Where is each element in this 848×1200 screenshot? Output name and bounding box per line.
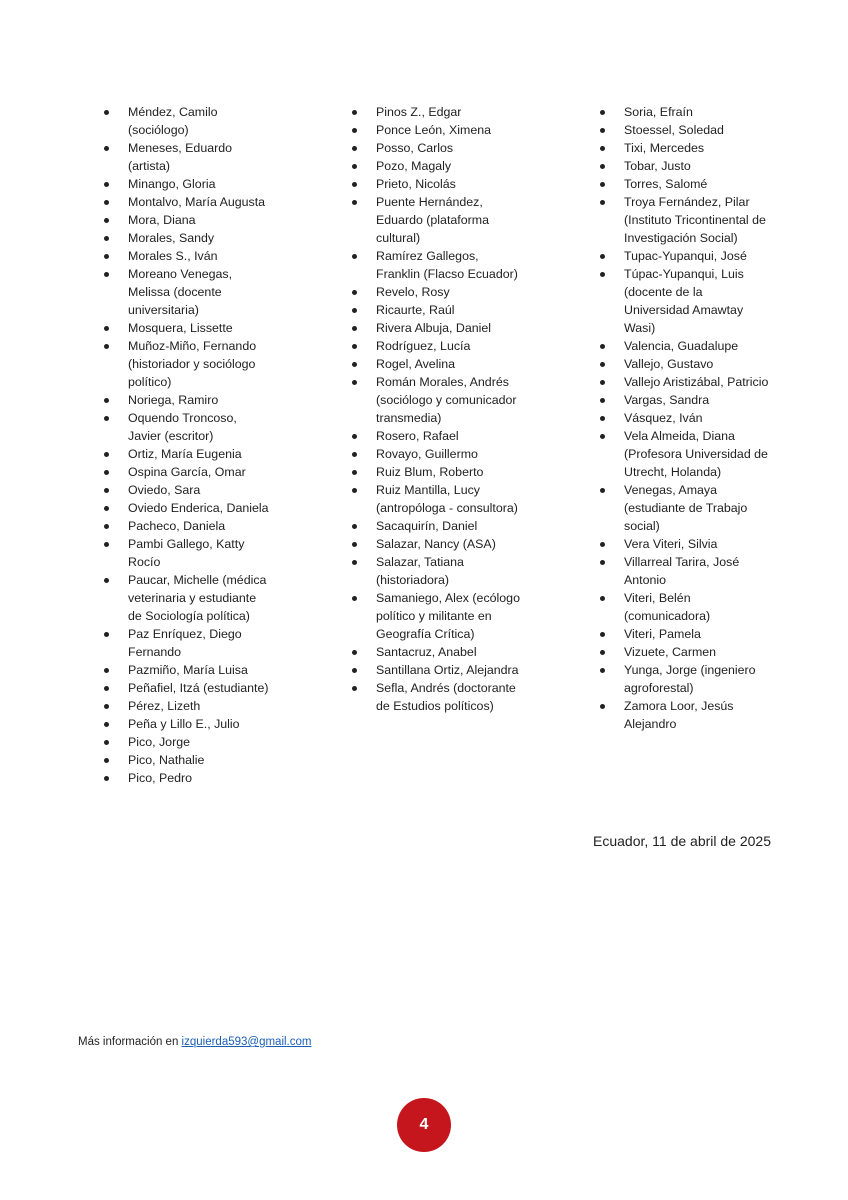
signatory-item: Tobar, Justo	[600, 157, 770, 175]
signatory-item: Vásquez, Iván	[600, 409, 770, 427]
signatory-item: Pico, Pedro	[104, 769, 269, 787]
signatory-item: Peña y Lillo E., Julio	[104, 715, 269, 733]
signatory-item: Oviedo Enderica, Daniela	[104, 499, 269, 517]
signatory-item: Vela Almeida, Diana (Profesora Universidad de Utrecht, Holanda)	[600, 427, 770, 481]
signatory-item: Valencia, Guadalupe	[600, 337, 770, 355]
signatory-item: Moreano Venegas, Melissa (docente universitaria)	[104, 265, 269, 319]
signatory-item: Pico, Nathalie	[104, 751, 269, 769]
signatory-item: Pacheco, Daniela	[104, 517, 269, 535]
signatory-item: Oquendo Troncoso, Javier (escritor)	[104, 409, 269, 445]
signatory-item: Román Morales, Andrés (sociólogo y comunicador transmedia)	[352, 373, 522, 427]
page-number-badge: 4	[397, 1098, 451, 1152]
signatory-item: Ospina García, Omar	[104, 463, 269, 481]
signatory-item: Torres, Salomé	[600, 175, 770, 193]
signatory-item: Pico, Jorge	[104, 733, 269, 751]
signatory-item: Revelo, Rosy	[352, 283, 522, 301]
signatory-item: Yunga, Jorge (ingeniero agroforestal)	[600, 661, 770, 697]
signatory-item: Salazar, Tatiana (historiadora)	[352, 553, 522, 589]
signatory-item: Venegas, Amaya (estudiante de Trabajo social)	[600, 481, 770, 535]
date-line: Ecuador, 11 de abril de 2025	[593, 833, 771, 849]
signatory-item: Vallejo Aristizábal, Patricio	[600, 373, 770, 391]
signatory-item: Rogel, Avelina	[352, 355, 522, 373]
signatory-item: Ruiz Mantilla, Lucy (antropóloga - consultora)	[352, 481, 522, 517]
signatory-item: Mosquera, Lissette	[104, 319, 269, 337]
signatory-item: Paz Enríquez, Diego Fernando	[104, 625, 269, 661]
signatory-item: Sefla, Andrés (doctorante de Estudios políticos)	[352, 679, 522, 715]
signatory-item: Minango, Gloria	[104, 175, 269, 193]
signatory-item: Pambi Gallego, Katty Rocío	[104, 535, 269, 571]
signatory-item: Vizuete, Carmen	[600, 643, 770, 661]
signatories-column-1	[104, 103, 269, 787]
signatory-item: Tixi, Mercedes	[600, 139, 770, 157]
signatory-item: Prieto, Nicolás	[352, 175, 522, 193]
footer-prefix: Más información en	[78, 1036, 182, 1048]
signatory-item: Vera Viteri, Silvia	[600, 535, 770, 553]
signatory-item: Rodríguez, Lucía	[352, 337, 522, 355]
signatory-item: Stoessel, Soledad	[600, 121, 770, 139]
signatory-item: Posso, Carlos	[352, 139, 522, 157]
signatory-item: Santillana Ortiz, Alejandra	[352, 661, 522, 679]
signatory-item: Pinos Z., Edgar	[352, 103, 522, 121]
signatory-item: Vargas, Sandra	[600, 391, 770, 409]
signatory-item: Ortiz, María Eugenia	[104, 445, 269, 463]
signatory-item: Zamora Loor, Jesús Alejandro	[600, 697, 770, 733]
signatory-item: Soria, Efraín	[600, 103, 770, 121]
signatory-item: Rovayo, Guillermo	[352, 445, 522, 463]
signatory-item: Santacruz, Anabel	[352, 643, 522, 661]
signatory-item: Samaniego, Alex (ecólogo político y militante en Geografía Crítica)	[352, 589, 522, 643]
signatory-item: Noriega, Ramiro	[104, 391, 269, 409]
signatory-item: Pozo, Magaly	[352, 157, 522, 175]
footer-info	[78, 1036, 311, 1048]
signatory-item: Troya Fernández, Pilar (Instituto Tricontinental de Investigación Social)	[600, 193, 770, 247]
signatory-item: Paucar, Michelle (médica veterinaria y estudiante de Sociología política)	[104, 571, 269, 625]
signatory-item: Ponce León, Ximena	[352, 121, 522, 139]
signatory-item: Viteri, Pamela	[600, 625, 770, 643]
signatory-item: Peñafiel, Itzá (estudiante)	[104, 679, 269, 697]
signatory-item: Sacaquirín, Daniel	[352, 517, 522, 535]
signatory-item: Viteri, Belén (comunicadora)	[600, 589, 770, 625]
signatory-item: Salazar, Nancy (ASA)	[352, 535, 522, 553]
signatory-item: Morales S., Iván	[104, 247, 269, 265]
signatory-item: Ramírez Gallegos, Franklin (Flacso Ecuador)	[352, 247, 522, 283]
signatories-column-3	[600, 103, 770, 733]
signatory-item: Meneses, Eduardo (artista)	[104, 139, 269, 175]
signatory-item: Morales, Sandy	[104, 229, 269, 247]
signatory-item: Ricaurte, Raúl	[352, 301, 522, 319]
signatory-item: Montalvo, María Augusta	[104, 193, 269, 211]
signatory-item: Rosero, Rafael	[352, 427, 522, 445]
email-link[interactable]: izquierda593@gmail.com	[181, 1036, 312, 1048]
signatories-column-2	[352, 103, 522, 715]
signatory-item: Méndez, Camilo (sociólogo)	[104, 103, 269, 139]
signatory-item: Mora, Diana	[104, 211, 269, 229]
signatory-item: Puente Hernández, Eduardo (plataforma cultural)	[352, 193, 522, 247]
signatory-item: Túpac-Yupanqui, Luis (docente de la Universidad Amawtay Wasi)	[600, 265, 770, 337]
signatory-item: Rivera Albuja, Daniel	[352, 319, 522, 337]
signatory-item: Pazmiño, María Luisa	[104, 661, 269, 679]
signatory-item: Pérez, Lizeth	[104, 697, 269, 715]
signatory-item: Vallejo, Gustavo	[600, 355, 770, 373]
signatory-item: Oviedo, Sara	[104, 481, 269, 499]
signatory-item: Tupac-Yupanqui, José	[600, 247, 770, 265]
signatory-item: Villarreal Tarira, José Antonio	[600, 553, 770, 589]
signatory-item: Muñoz-Miño, Fernando (historiador y sociólogo político)	[104, 337, 269, 391]
signatory-item: Ruiz Blum, Roberto	[352, 463, 522, 481]
